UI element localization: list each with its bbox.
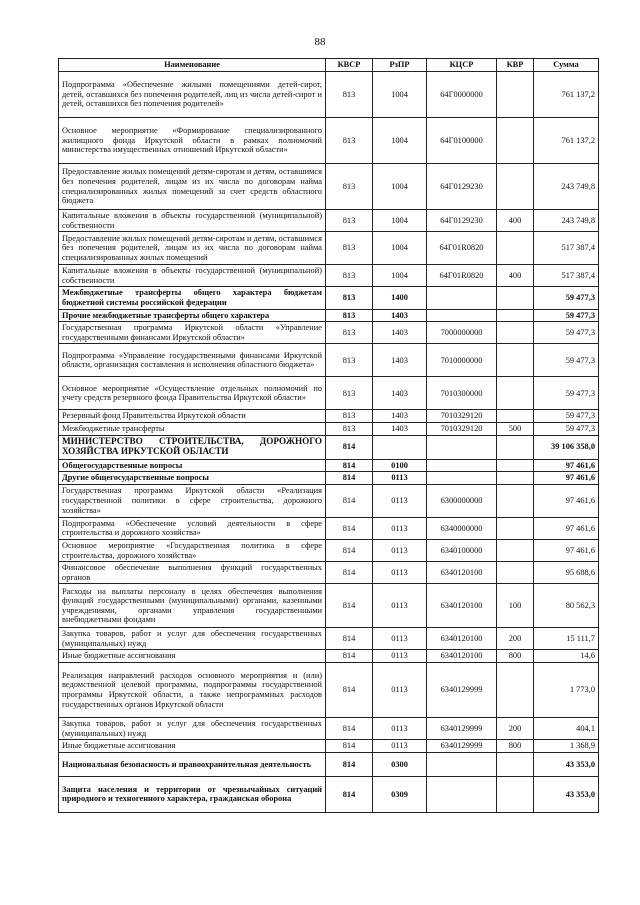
table-row (59, 459, 599, 472)
cell-kvsr: 814 (326, 517, 373, 539)
cell-kvsr: 813 (326, 309, 373, 322)
table-row (59, 517, 599, 539)
cell-rzpr: 0300 (373, 752, 427, 776)
cell-name: Межбюджетные трансферты общего характера бюджетам бюджетной системы российской федерации (59, 287, 326, 309)
cell-kvr (497, 322, 534, 344)
cell-sum: 243 749,8 (534, 164, 599, 210)
cell-kvsr: 814 (326, 650, 373, 663)
cell-name: Закупка товаров, работ и услуг для обеспечения государственных (муниципальных) нужд (59, 628, 326, 650)
cell-kcsr (427, 459, 497, 472)
cell-kcsr: 64Г0129230 (427, 164, 497, 210)
header-sum: Сумма (534, 59, 599, 72)
cell-kvr (497, 377, 534, 410)
cell-name: Межбюджетные трансферты (59, 422, 326, 435)
cell-name: Подпрограмма «Обеспечение жилыми помещениями детей-сирот, детей, оставшихся без попечения родителей, лиц из числа детей-сирот и детей, оставшихся без попечения родителей» (59, 72, 326, 118)
cell-rzpr: 1403 (373, 309, 427, 322)
cell-name: Прочие межбюджетные трансферты общего характера (59, 309, 326, 322)
cell-sum: 59 477,3 (534, 410, 599, 423)
cell-kvr (497, 72, 534, 118)
cell-sum: 59 477,3 (534, 377, 599, 410)
cell-sum: 517 387,4 (534, 232, 599, 265)
cell-rzpr: 0113 (373, 539, 427, 561)
page-number: 88 (314, 36, 326, 48)
cell-sum: 97 461,6 (534, 484, 599, 517)
cell-kcsr: 6340100000 (427, 539, 497, 561)
table-row (59, 265, 599, 287)
cell-sum: 404,1 (534, 718, 599, 740)
table-row (59, 210, 599, 232)
cell-name: Основное мероприятие «Осуществление отдельных полномочий по учету средств резервного фонда Правительства Иркутской области» (59, 377, 326, 410)
cell-rzpr: 1403 (373, 344, 427, 377)
cell-kcsr: 6340120100 (427, 650, 497, 663)
cell-kvr (497, 517, 534, 539)
cell-sum: 97 461,6 (534, 539, 599, 561)
table-row (59, 562, 599, 584)
cell-kvsr: 814 (326, 740, 373, 753)
cell-kcsr: 7010329120 (427, 410, 497, 423)
cell-kvr (497, 663, 534, 718)
cell-name: Национальная безопасность и правоохранительная деятельность (59, 752, 326, 776)
table-row (59, 663, 599, 718)
table-row (59, 422, 599, 435)
cell-rzpr: 1403 (373, 422, 427, 435)
cell-kcsr: 64Г0129230 (427, 210, 497, 232)
cell-kvr (497, 539, 534, 561)
cell-kvr: 100 (497, 584, 534, 628)
cell-name: Финансовое обеспечение выполнения функций государственных органов (59, 562, 326, 584)
cell-rzpr: 0113 (373, 740, 427, 753)
cell-sum: 95 688,6 (534, 562, 599, 584)
table-body (59, 72, 599, 813)
cell-kcsr (427, 287, 497, 309)
cell-rzpr: 1403 (373, 322, 427, 344)
table-row (59, 164, 599, 210)
table-row (59, 410, 599, 423)
cell-kcsr: 7010000000 (427, 344, 497, 377)
budget-table (58, 58, 599, 813)
header-kvsr: КВСР (326, 59, 373, 72)
cell-kvr (497, 484, 534, 517)
cell-kvr (497, 776, 534, 812)
cell-kvr: 200 (497, 718, 534, 740)
cell-name: МИНИСТЕРСТВО СТРОИТЕЛЬСТВА, ДОРОЖНОГО ХОЗЯЙСТВА ИРКУТСКОЙ ОБЛАСТИ (59, 435, 326, 459)
cell-rzpr: 1400 (373, 287, 427, 309)
cell-sum: 59 477,3 (534, 422, 599, 435)
cell-kvsr: 814 (326, 562, 373, 584)
cell-kvr: 500 (497, 422, 534, 435)
cell-rzpr: 1403 (373, 410, 427, 423)
cell-kvr (497, 472, 534, 485)
cell-kvsr: 813 (326, 265, 373, 287)
cell-sum: 43 353,0 (534, 752, 599, 776)
header-name: Наименование (59, 59, 326, 72)
cell-rzpr: 0113 (373, 472, 427, 485)
cell-sum: 43 353,0 (534, 776, 599, 812)
cell-kvr (497, 410, 534, 423)
cell-kcsr: 64Г0000000 (427, 72, 497, 118)
cell-kvsr: 813 (326, 210, 373, 232)
table-row (59, 484, 599, 517)
cell-kvr (497, 232, 534, 265)
cell-rzpr: 0113 (373, 650, 427, 663)
cell-kcsr: 7010329120 (427, 422, 497, 435)
cell-name: Основное мероприятие «Формирование специализированного жилищного фонда Иркутской области в рамках полномочий министерства имущественных отношений Иркутской области» (59, 118, 326, 164)
cell-name: Расходы на выплаты персоналу в целях обеспечения выполнения функций государственными (муниципальными) органами, казенными учреждениями, органами управления государственными внебюджетными фондами (59, 584, 326, 628)
cell-rzpr: 1403 (373, 377, 427, 410)
cell-kvr: 800 (497, 740, 534, 753)
header-kcsr: КЦСР (427, 59, 497, 72)
cell-kvr (497, 344, 534, 377)
cell-name: Иные бюджетные ассигнования (59, 650, 326, 663)
cell-kcsr (427, 309, 497, 322)
cell-rzpr: 0113 (373, 517, 427, 539)
header-kvr: КВР (497, 59, 534, 72)
table-row (59, 628, 599, 650)
cell-kvsr: 813 (326, 344, 373, 377)
cell-sum: 1 368,9 (534, 740, 599, 753)
cell-name: Другие общегосударственные вопросы (59, 472, 326, 485)
table-row (59, 752, 599, 776)
cell-kvsr: 814 (326, 539, 373, 561)
cell-rzpr: 0100 (373, 459, 427, 472)
cell-name: Защита населения и территории от чрезвычайных ситуаций природного и техногенного характера, гражданская оборона (59, 776, 326, 812)
cell-kvsr: 814 (326, 718, 373, 740)
cell-rzpr: 0113 (373, 562, 427, 584)
cell-kcsr: 6340120100 (427, 628, 497, 650)
cell-sum: 14,6 (534, 650, 599, 663)
cell-name: Резервный фонд Правительства Иркутской области (59, 410, 326, 423)
cell-kvsr: 813 (326, 377, 373, 410)
table-row (59, 232, 599, 265)
cell-rzpr: 1004 (373, 164, 427, 210)
cell-rzpr: 1004 (373, 210, 427, 232)
table-row (59, 118, 599, 164)
cell-name: Капитальные вложения в объекты государственной (муниципальной) собственности (59, 210, 326, 232)
cell-sum: 59 477,3 (534, 287, 599, 309)
table-row (59, 740, 599, 753)
cell-kvsr: 814 (326, 459, 373, 472)
table-row (59, 584, 599, 628)
cell-kvsr: 814 (326, 628, 373, 650)
cell-rzpr: 0309 (373, 776, 427, 812)
cell-sum: 39 106 358,0 (534, 435, 599, 459)
cell-rzpr: 1004 (373, 72, 427, 118)
cell-kcsr: 6340129999 (427, 663, 497, 718)
cell-rzpr: 0113 (373, 718, 427, 740)
cell-kvr (497, 309, 534, 322)
cell-rzpr: 1004 (373, 232, 427, 265)
cell-kcsr (427, 472, 497, 485)
cell-kcsr (427, 776, 497, 812)
cell-name: Государственная программа Иркутской области «Реализация государственной политики в сфере строительства, дорожного хозяйства» (59, 484, 326, 517)
cell-rzpr (373, 435, 427, 459)
cell-sum: 97 461,6 (534, 517, 599, 539)
cell-kcsr: 6340129999 (427, 718, 497, 740)
cell-kvsr: 813 (326, 118, 373, 164)
cell-sum: 517 387,4 (534, 265, 599, 287)
cell-kvr (497, 118, 534, 164)
cell-kvr (497, 752, 534, 776)
cell-kvsr: 814 (326, 484, 373, 517)
header-rzpr: РзПР (373, 59, 427, 72)
cell-kcsr: 7010300000 (427, 377, 497, 410)
table-row (59, 776, 599, 812)
cell-kvsr: 814 (326, 752, 373, 776)
table-row (59, 344, 599, 377)
cell-kvr (497, 459, 534, 472)
cell-kvsr: 814 (326, 776, 373, 812)
cell-kvsr: 814 (326, 584, 373, 628)
cell-kcsr (427, 752, 497, 776)
cell-name: Общегосударственные вопросы (59, 459, 326, 472)
cell-kvr: 400 (497, 265, 534, 287)
cell-kvsr: 814 (326, 663, 373, 718)
cell-kvsr: 814 (326, 435, 373, 459)
cell-rzpr: 0113 (373, 663, 427, 718)
cell-name: Реализация направлений расходов основного мероприятия и (или) ведомственной целевой программы, подпрограммы государственной программы Иркутской области, а также непрограммных расходов государственных органов Иркутской области (59, 663, 326, 718)
cell-name: Государственная программа Иркутской области «Управление государственными финансами Иркутской области» (59, 322, 326, 344)
cell-kcsr: 6340129999 (427, 740, 497, 753)
table-row (59, 472, 599, 485)
cell-sum: 80 562,3 (534, 584, 599, 628)
cell-kvsr: 813 (326, 164, 373, 210)
cell-kvsr: 813 (326, 72, 373, 118)
cell-sum: 59 477,3 (534, 322, 599, 344)
table-row (59, 539, 599, 561)
cell-name: Предоставление жилых помещений детям-сиротам и детям, оставшимся без попечения родителей, лицам из их числа по договорам найма специализированных жилых помещений (59, 232, 326, 265)
cell-kvr: 200 (497, 628, 534, 650)
cell-name: Иные бюджетные ассигнования (59, 740, 326, 753)
cell-kvr (497, 164, 534, 210)
table-row (59, 72, 599, 118)
cell-rzpr: 1004 (373, 118, 427, 164)
cell-kcsr: 6300000000 (427, 484, 497, 517)
cell-kcsr: 64Г01R0820 (427, 265, 497, 287)
table-row (59, 377, 599, 410)
cell-kcsr: 6340000000 (427, 517, 497, 539)
cell-name: Капитальные вложения в объекты государственной (муниципальной) собственности (59, 265, 326, 287)
table-row (59, 309, 599, 322)
table-row (59, 287, 599, 309)
cell-rzpr: 0113 (373, 628, 427, 650)
cell-name: Закупка товаров, работ и услуг для обеспечения государственных (муниципальных) нужд (59, 718, 326, 740)
cell-sum: 761 137,2 (534, 72, 599, 118)
cell-kcsr: 7000000000 (427, 322, 497, 344)
cell-kcsr: 6340120100 (427, 584, 497, 628)
cell-kcsr: 64Г0100000 (427, 118, 497, 164)
table-row (59, 435, 599, 459)
cell-rzpr: 0113 (373, 584, 427, 628)
cell-name: Предоставление жилых помещений детям-сиротам и детям, оставшимся без попечения родителей, лицам из их числа по договорам найма специализированных жилых помещений за счет средств областного бюджета (59, 164, 326, 210)
cell-sum: 15 111,7 (534, 628, 599, 650)
cell-sum: 97 461,6 (534, 459, 599, 472)
cell-sum: 59 477,3 (534, 309, 599, 322)
cell-kvr (497, 435, 534, 459)
cell-kcsr: 64Г01R0820 (427, 232, 497, 265)
cell-name: Подпрограмма «Управление государственными финансами Иркутской области, организация составления и исполнения областного бюджета» (59, 344, 326, 377)
cell-kvsr: 813 (326, 410, 373, 423)
table-row (59, 322, 599, 344)
cell-rzpr: 0113 (373, 484, 427, 517)
cell-rzpr: 1004 (373, 265, 427, 287)
cell-kcsr: 6340120100 (427, 562, 497, 584)
cell-kvsr: 813 (326, 287, 373, 309)
cell-kvr: 800 (497, 650, 534, 663)
cell-name: Подпрограмма «Обеспечение условий деятельности в сфере строительства и дорожного хозяйства» (59, 517, 326, 539)
cell-sum: 761 137,2 (534, 118, 599, 164)
cell-name: Основное мероприятие «Государственная политика в сфере строительства, дорожного хозяйства» (59, 539, 326, 561)
table-header-row (59, 59, 599, 72)
cell-sum: 1 773,0 (534, 663, 599, 718)
cell-sum: 59 477,3 (534, 344, 599, 377)
cell-sum: 97 461,6 (534, 472, 599, 485)
cell-sum: 243 749,8 (534, 210, 599, 232)
cell-kvr: 400 (497, 210, 534, 232)
cell-kvsr: 813 (326, 422, 373, 435)
cell-kvr (497, 562, 534, 584)
cell-kvsr: 813 (326, 232, 373, 265)
cell-kcsr (427, 435, 497, 459)
table-row (59, 718, 599, 740)
cell-kvsr: 814 (326, 472, 373, 485)
table-row (59, 650, 599, 663)
cell-kvr (497, 287, 534, 309)
cell-kvsr: 813 (326, 322, 373, 344)
